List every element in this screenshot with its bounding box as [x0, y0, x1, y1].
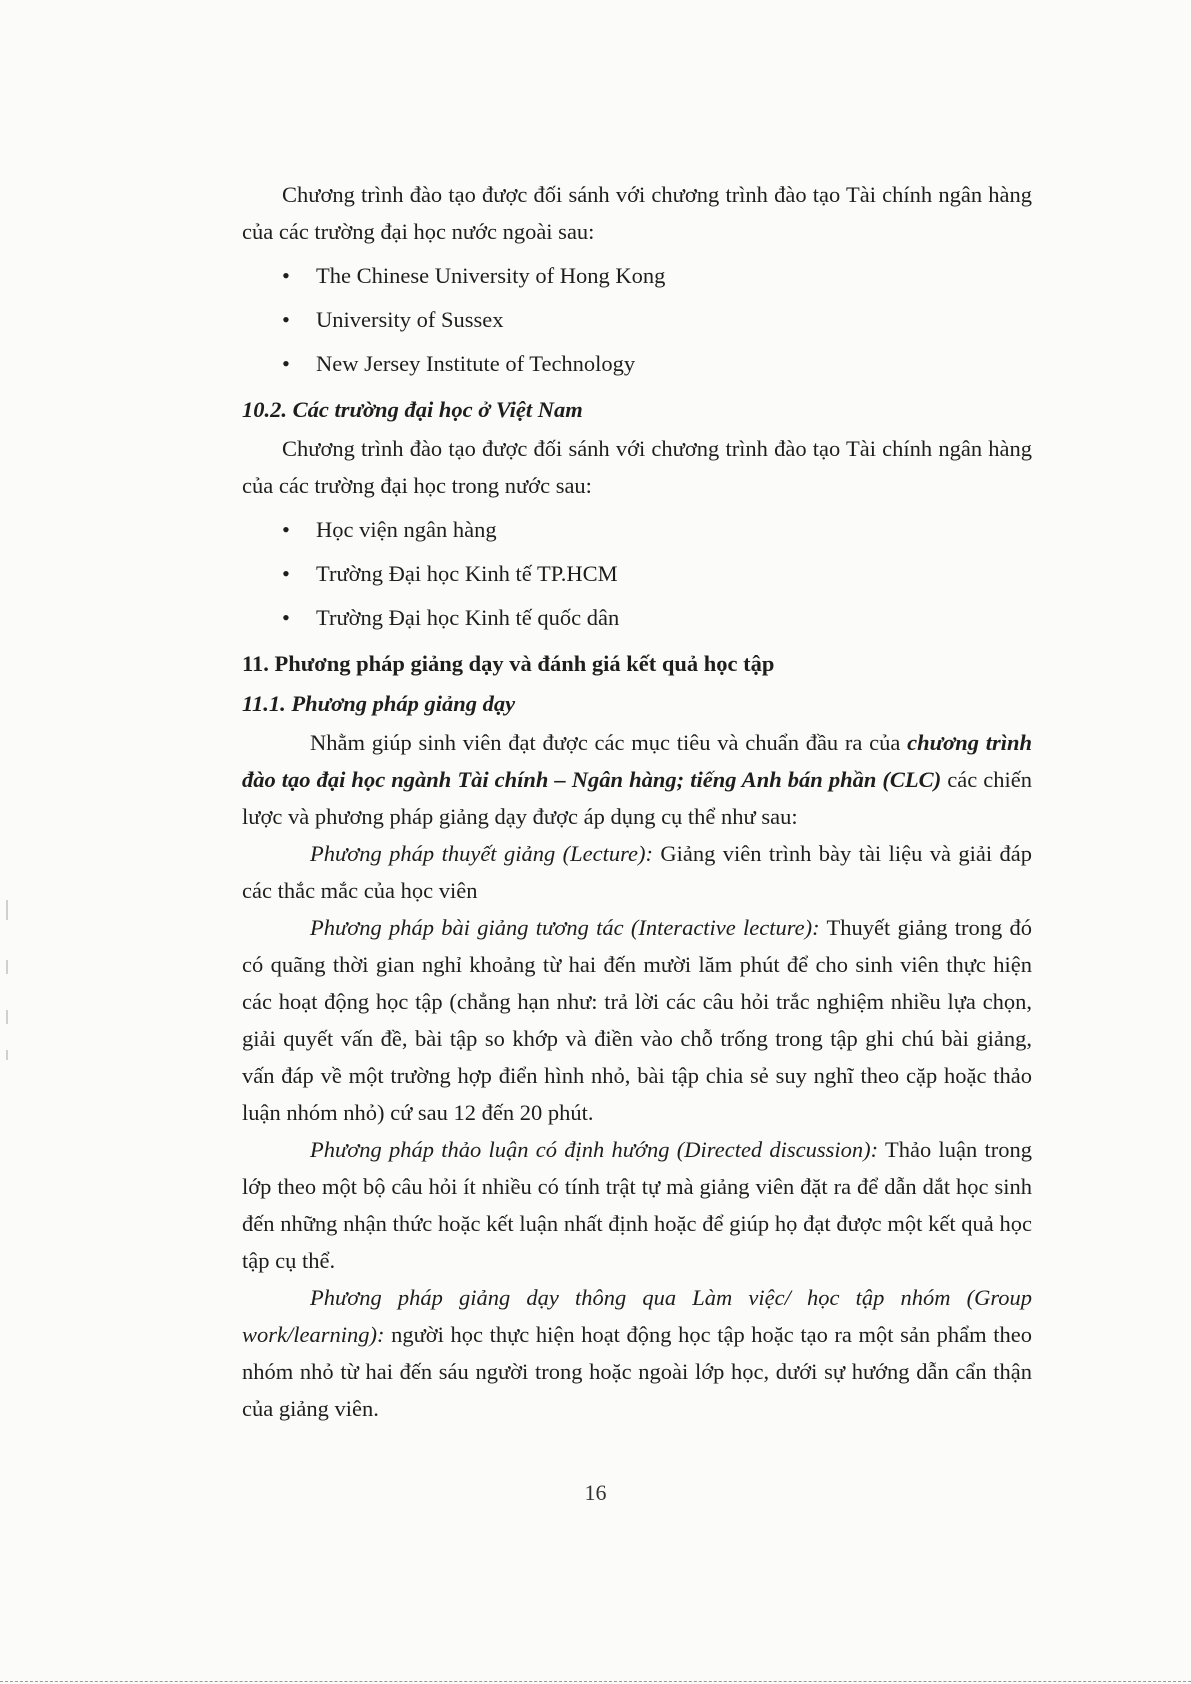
- bullet-icon: •: [282, 605, 290, 630]
- bullet-icon: •: [282, 307, 290, 332]
- bullet-icon: •: [282, 263, 290, 288]
- list-item: • The Chinese University of Hong Kong: [242, 254, 1032, 298]
- scan-margin-mark: [6, 960, 8, 974]
- page-number: 16: [584, 1480, 607, 1505]
- method-paragraph: Phương pháp bài giảng tương tác (Interactive lecture): Thuyết giảng trong đó có quãng thời gian nghỉ khoảng từ hai đến mười lăm phút để cho sinh viên thực hiện các hoạt động học tập (chẳng hạn như: trả lời các câu hỏi trắc nghiệm nhiều lựa chọn, giải quyết vấn đề, bài tập so khớp và điền vào chỗ trống trong tập ghi chú bài giảng, vấn đáp về một trường hợp điển hình nhỏ, bài tập chia sẻ suy nghĩ theo cặp hoặc thảo luận nhóm nhỏ) cứ sau 12 đến 20 phút.: [242, 915, 1032, 1125]
- list-item: • New Jersey Institute of Technology: [242, 342, 1032, 386]
- list-item: • Học viện ngân hàng: [242, 508, 1032, 552]
- heading-11-1: 11.1. Phương pháp giảng dạy: [242, 691, 516, 716]
- heading-10-2: 10.2. Các trường đại học ở Việt Nam: [242, 397, 583, 422]
- domestic-university-list: [242, 508, 1032, 640]
- method-name: Phương pháp thảo luận có định hướng (Directed discussion):: [310, 1137, 879, 1162]
- program-name: chương trình đào tạo đại học ngành Tài chính – Ngân hàng; tiếng Anh bán phần (CLC): [242, 730, 1032, 792]
- scan-margin-mark: [6, 900, 8, 920]
- method-name: Phương pháp giảng dạy thông qua Làm việc/ học tập nhóm (Group work/learning):: [242, 1285, 1032, 1347]
- intro-paragraph-domestic: Chương trình đào tạo được đối sánh với chương trình đào tạo Tài chính ngân hàng của các trường đại học trong nước sau:: [242, 436, 1032, 498]
- bullet-icon: •: [282, 517, 290, 542]
- methods-intro-paragraph: Nhằm giúp sinh viên đạt được các mục tiêu và chuẩn đầu ra của chương trình đào tạo đại học ngành Tài chính – Ngân hàng; tiếng Anh bán phần (CLC) các chiến lược và phương pháp giảng dạy được áp dụng cụ thể như sau:: [242, 730, 1032, 829]
- list-item: • Trường Đại học Kinh tế quốc dân: [242, 596, 1032, 640]
- page-content: [242, 176, 1032, 1427]
- bullet-icon: •: [282, 561, 290, 586]
- heading-11: 11. Phương pháp giảng dạy và đánh giá kết quả học tập: [242, 651, 775, 676]
- method-name: Phương pháp bài giảng tương tác (Interactive lecture):: [310, 915, 820, 940]
- list-item: • University of Sussex: [242, 298, 1032, 342]
- scan-edge-line: [0, 1681, 1191, 1682]
- method-paragraph: Phương pháp giảng dạy thông qua Làm việc/ học tập nhóm (Group work/learning): người học thực hiện hoạt động học tập hoặc tạo ra một sản phẩm theo nhóm nhỏ từ hai đến sáu người trong hoặc ngoài lớp học, dưới sự hướng dẫn cẩn thận của giảng viên.: [242, 1285, 1032, 1421]
- intro-paragraph-foreign: Chương trình đào tạo được đối sánh với chương trình đào tạo Tài chính ngân hàng của các trường đại học nước ngoài sau:: [242, 182, 1032, 244]
- scan-margin-mark: [6, 1010, 8, 1024]
- method-paragraph: Phương pháp thảo luận có định hướng (Directed discussion): Thảo luận trong lớp theo một bộ câu hỏi ít nhiều có tính trật tự mà giảng viên đặt ra để dẫn dắt học sinh đến những nhận thức hoặc kết luận nhất định hoặc để giúp họ đạt được một kết quả học tập cụ thể.: [242, 1137, 1032, 1273]
- bullet-icon: •: [282, 351, 290, 376]
- method-paragraph: Phương pháp thuyết giảng (Lecture): Giảng viên trình bày tài liệu và giải đáp các thắc mắc của học viên: [242, 841, 1032, 903]
- scan-margin-mark: [6, 1050, 8, 1060]
- list-item: • Trường Đại học Kinh tế TP.HCM: [242, 552, 1032, 596]
- method-name: Phương pháp thuyết giảng (Lecture):: [310, 841, 653, 866]
- foreign-university-list: [242, 254, 1032, 386]
